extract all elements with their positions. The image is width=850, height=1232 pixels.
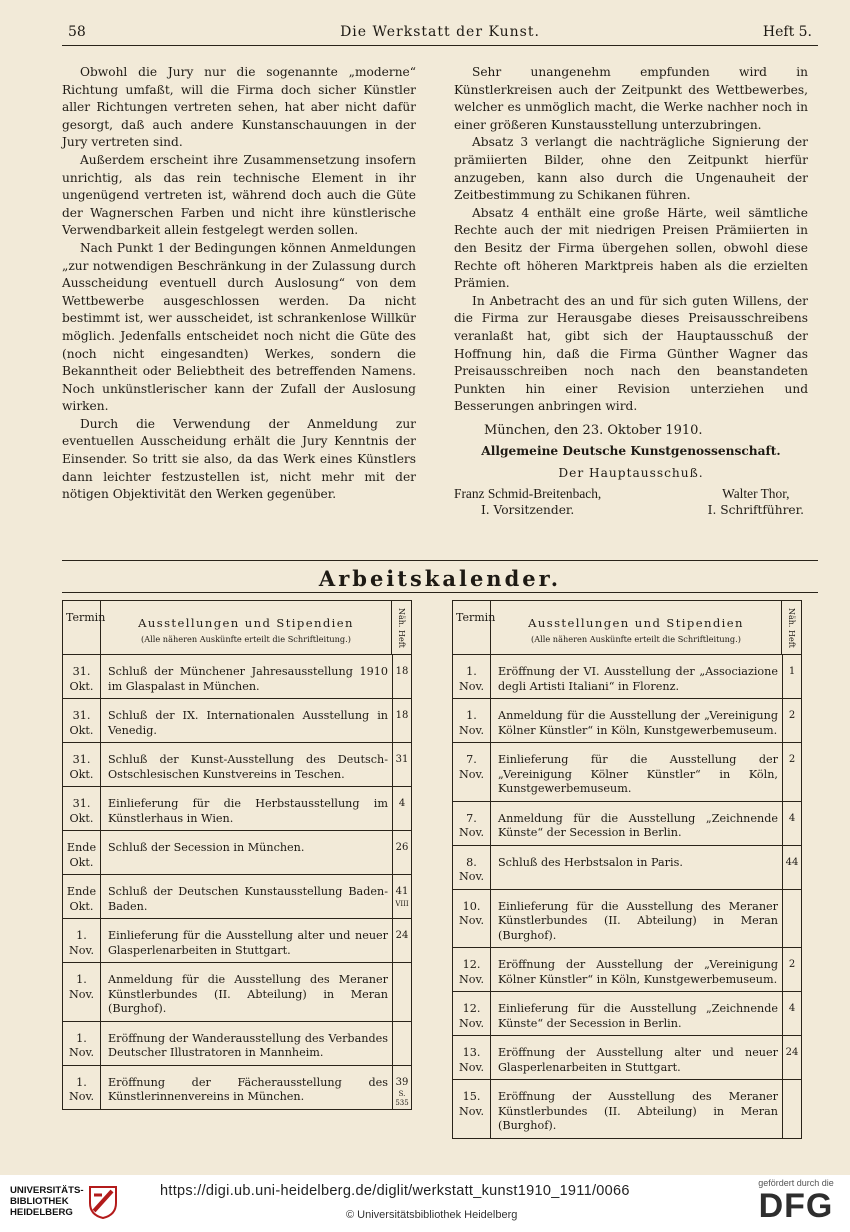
calendar-row <box>453 743 801 802</box>
calendar-entry-text: Schluß der Secession in München. <box>108 841 305 854</box>
calendar-heft-cell <box>782 802 801 845</box>
title-header-note: (Alle näheren Auskünfte erteilt die Schriftleitung.) <box>531 634 741 644</box>
right-text-column <box>454 64 808 519</box>
journal-title: Die Werkstatt der Kunst. <box>340 24 540 40</box>
calendar-date: Ende Okt. <box>63 875 101 918</box>
header-rule <box>62 45 818 46</box>
calendar-date: 8. Nov. <box>453 846 491 889</box>
calendar-heft-cell <box>782 1036 801 1079</box>
association-name: Allgemeine Deutsche Kunstgenossenschaft. <box>481 444 781 459</box>
calendar-entry-text: Schluß der Münchener Jahresausstellung 1910 im Glaspalast in München. <box>108 665 388 693</box>
paragraph: Sehr unangenehm empfunden wird in Künstlerkreisen auch der Zeitpunkt des Wettbewerbes, welcher es unmöglich macht, die Werke nachher noch in einer größeren Kunstausstellung unterzubringen. <box>454 65 808 132</box>
calendar-entry-text: Eröffnung der VI. Ausstellung der „Associazione degli Artisti Italiani“ in Florenz. <box>498 665 778 693</box>
calendar-date: 13. Nov. <box>453 1036 491 1079</box>
calendar-date: 31. Okt. <box>63 743 101 786</box>
calendar-heft: 4 <box>788 1003 796 1014</box>
paragraph: Absatz 4 enthält eine große Härte, weil sämtliche Rechte auch der mit niedrigen Preisen Prämiierten in den Besitz der Firma übergehen sollen, obwohl diese Rechte oft höheren Marktpreis haben als die erzielten Prämien. <box>454 205 808 291</box>
paragraph: Durch die Verwendung der Anmeldung zur eventuellen Ausscheidung erhält die Jury Kenntnis der Einsender. So tritt sie also, da das Werk eines Künstlers dann leichter festzustellen ist, nicht mehr mit der nötigen Objektivität den Werken gegenüber. <box>62 416 416 502</box>
section-rule-bottom <box>62 592 818 593</box>
calendar-row <box>63 655 411 699</box>
signatory-2-role: I. Schriftführer. <box>707 502 804 517</box>
calendar-row <box>63 875 411 919</box>
calendar-row <box>453 655 801 699</box>
footer-bar <box>0 1175 850 1232</box>
calendar-heft-cell <box>392 1066 411 1109</box>
calendar-heft-cell <box>392 831 411 874</box>
calendar-row <box>63 699 411 743</box>
calendar-heft-cell <box>392 919 411 962</box>
left-text-column <box>62 64 416 504</box>
calendar-row <box>63 963 411 1022</box>
calendar-heft-cell <box>392 787 411 830</box>
calendar-heft: 2 <box>788 754 796 765</box>
calendar-entry-text: Eröffnung der Ausstellung des Meraner Künstlerbundes (II. Abteilung) in Meran (Burghof). <box>498 1090 778 1132</box>
issue-number: Heft 5. <box>762 24 812 40</box>
funded-by-label: gefördert durch die <box>758 1178 834 1188</box>
calendar-row <box>63 831 411 875</box>
calendar-entry-text: Schluß der Deutschen Kunstausstellung Baden-Baden. <box>108 885 388 913</box>
calendar-table-left <box>62 600 412 1110</box>
calendar-heft-cell <box>782 1080 801 1138</box>
calendar-date: 31. Okt. <box>63 787 101 830</box>
calendar-heft: 26 <box>395 842 409 853</box>
termin-header: Termin <box>63 601 101 654</box>
calendar-row <box>63 1022 411 1066</box>
calendar-heft: 44 <box>785 856 799 868</box>
permalink-url[interactable]: https://digi.ub.uni-heidelberg.de/diglit/werkstatt_kunst1910_1911/0066 <box>160 1183 630 1199</box>
calendar-heft-cell <box>782 992 801 1035</box>
library-emblem-icon <box>88 1185 118 1219</box>
calendar-heft: 4 <box>398 798 406 809</box>
calendar-entry-text: Eröffnung der Ausstellung der „Vereinigung Kölner Künstler“ in Köln, Kunstgewerbemuseum. <box>498 958 778 986</box>
calendar-row <box>453 890 801 949</box>
calendar-date: 1. Nov. <box>63 1022 101 1065</box>
calendar-entry-text: Einlieferung für die Ausstellung der „Vereinigung Kölner Künstler“ in Köln, Kunstgewerbemuseum. <box>498 753 778 795</box>
calendar-heft: 4 <box>788 812 796 824</box>
title-header <box>491 601 781 654</box>
calendar-entry-text: Anmeldung für die Ausstellung „Zeichnende Künste“ der Secession in Berlin. <box>498 811 778 839</box>
calendar-heft: 41 <box>395 886 409 897</box>
calendar-row <box>453 802 801 846</box>
library-line-3: HEIDELBERG <box>10 1207 73 1218</box>
signatory-1-name: Franz Schmid-Breitenbach, <box>454 485 602 501</box>
calendar-row <box>453 1036 801 1080</box>
calendar-date: 12. Nov. <box>453 948 491 991</box>
calendar-entry-text: Eröffnung der Ausstellung alter und neuer Glasperlenarbeiten in Stuttgart. <box>498 1046 778 1074</box>
calendar-date: 31. Okt. <box>63 699 101 742</box>
place-date: München, den 23. Oktober 1910. <box>484 422 703 438</box>
paragraph: Nach Punkt 1 der Bedingungen können Anmeldungen „zur notwendigen Beschränkung in der Zulassung durch Ausscheidung eventuell durch Auslosung“ von dem Wettbewerbe ausgeschlossen werden. Da nicht bestimmt ist, wer ausscheidet, ist schrankenlose Willkür möglich. Jedenfalls entscheidet noch nicht die Güte des (noch nicht eingesandten) Werkes, sondern die Bekanntheit oder Beliebtheit des betreffenden Namens. Noch unkünstlerischer kann der Zufall der Auslosung wirken. <box>62 240 416 414</box>
calendar-entry-text: Einlieferung für die Ausstellung des Meraner Künstlerbundes (II. Abteilung) in Meran (Burghof). <box>498 899 778 942</box>
signatory-1 <box>454 485 601 519</box>
calendar-entry-text: Schluß der Kunst-Ausstellung des Deutsch-Ostschlesischen Kunstvereins in Teschen. <box>108 753 388 781</box>
paragraph: In Anbetracht des an und für sich guten Willens, der die Firma zur Herausgabe dieses Preisausschreibens veranlaßt hat, gibt sich der Hauptausschuß der Hoffnung hin, daß die Firma Günther Wagner das Preisausschreiben noch nach den beanstandeten Punkten hin einer Revision unterziehen und Besserungen anbringen wird. <box>454 293 808 414</box>
page-number: 58 <box>68 24 86 40</box>
title-header-note: (Alle näheren Auskünfte erteilt die Schriftleitung.) <box>141 634 351 644</box>
calendar-heft-cell <box>782 846 801 889</box>
calendar-entry-text: Einlieferung für die Ausstellung alter und neuer Glasperlenarbeiten in Stuttgart. <box>108 929 388 957</box>
calendar-date: 15. Nov. <box>453 1080 491 1138</box>
calendar-row <box>453 846 801 890</box>
calendar-heft-cell <box>782 655 801 698</box>
calendar-entry-text: Schluß des Herbstsalon in Paris. <box>498 855 683 869</box>
calendar-heft: 1 <box>788 666 796 677</box>
calendar-entry-text: Anmeldung für die Ausstellung des Meraner Künstlerbundes (II. Abteilung) in Meran (Burghof). <box>108 973 388 1015</box>
committee-name: Der Hauptausschuß. <box>558 466 704 481</box>
signatures <box>454 485 808 519</box>
calendar-row <box>453 992 801 1036</box>
signatory-1-role: I. Vorsitzender. <box>480 502 575 517</box>
calendar-date: 12. Nov. <box>453 992 491 1035</box>
calendar-row <box>63 743 411 787</box>
section-title: Arbeitskalender. <box>318 566 562 591</box>
calendar-entry-text: Anmeldung für die Ausstellung der „Vereinigung Kölner Künstler“ in Köln, Kunstgewerbemuseum. <box>498 709 778 737</box>
calendar-date: 1. Nov. <box>63 919 101 962</box>
calendar-row <box>63 919 411 963</box>
calendar-date: 31. Okt. <box>63 655 101 698</box>
calendar-heft-cell <box>782 743 801 801</box>
library-line-1: UNIVERSITÄTS- <box>10 1185 84 1196</box>
paragraph: Absatz 3 verlangt die nachträgliche Signierung der prämiierten Bilder, ohne den Zeitpunkt hierfür anzugeben, kann also durch die Ungenauheit der Zeitbestimmung zu Schikanen führen. <box>454 135 808 203</box>
calendar-date: 7. Nov. <box>453 802 491 845</box>
dfg-logo <box>750 1178 842 1224</box>
calendar-date: Ende Okt. <box>63 831 101 874</box>
signatory-2-name: Walter Thor, <box>722 485 790 501</box>
calendar-heft-sub: S. 535 <box>395 1090 409 1107</box>
calendar-heft: 39 <box>395 1076 409 1088</box>
title-header-label: Ausstellungen und Stipendien <box>138 616 354 630</box>
calendar-row <box>63 787 411 831</box>
calendar-heft-cell <box>392 655 411 698</box>
title-header-label: Ausstellungen und Stipendien <box>528 616 744 630</box>
title-header <box>101 601 391 654</box>
calendar-date: 1. Nov. <box>63 963 101 1021</box>
calendar-entry-text: Schluß der IX. Internationalen Ausstellung in Venedig. <box>108 709 388 737</box>
library-line-2: BIBLIOTHEK <box>10 1196 69 1207</box>
dfg-wordmark: DFG <box>758 1187 834 1225</box>
calendar-heft-sub: VIII <box>395 899 409 908</box>
calendar-header <box>63 601 411 655</box>
calendar-date: 1. Nov. <box>453 655 491 698</box>
running-header <box>68 22 812 44</box>
library-logo <box>10 1185 122 1225</box>
calendar-heft-cell <box>782 948 801 991</box>
calendar-entry-text: Eröffnung der Fächerausstellung des Künstlerinnenvereins in München. <box>108 1075 388 1103</box>
calendar-heft: 18 <box>395 710 409 721</box>
calendar-heft-cell <box>392 743 411 786</box>
paragraph: Obwohl die Jury nur die sogenannte „moderne“ Richtung umfaßt, will die Firma doch sicher Künstler aller Richtungen vertreten sehen, hat aber nicht dafür gesorgt, daß auch andere Kunstanschauungen in der Jury vertreten sind. <box>62 65 416 150</box>
calendar-table-right <box>452 600 802 1139</box>
calendar-date: 1. Nov. <box>63 1066 101 1109</box>
calendar-row <box>453 699 801 743</box>
section-rule-top <box>62 560 818 561</box>
calendar-heft: 2 <box>788 710 796 721</box>
calendar-heft-cell <box>782 890 801 948</box>
calendar-heft-cell <box>392 875 411 918</box>
copyright-notice: © Universitätsbibliothek Heidelberg <box>346 1209 518 1221</box>
calendar-header <box>453 601 801 655</box>
calendar-heft: 18 <box>395 666 409 677</box>
heft-header: Näh. Heft <box>391 601 411 654</box>
termin-header: Termin <box>453 601 491 654</box>
calendar-entry-text: Eröffnung der Wanderausstellung des Verbandes Deutscher Illustratoren in Mannheim. <box>108 1031 388 1059</box>
calendar-heft-cell <box>392 963 411 1021</box>
calendar-row <box>453 1080 801 1138</box>
calendar-heft-cell <box>392 699 411 742</box>
calendar-row <box>453 948 801 992</box>
calendar-heft: 2 <box>788 959 796 970</box>
calendar-date: 10. Nov. <box>453 890 491 948</box>
calendar-heft: 24 <box>785 1047 799 1058</box>
calendar-heft: 24 <box>395 930 409 941</box>
heft-header: Näh. Heft <box>781 601 801 654</box>
calendar-entry-text: Einlieferung für die Herbstausstellung im Künstlerhaus in Wien. <box>108 797 388 825</box>
calendar-date: 1. Nov. <box>453 699 491 742</box>
calendar-heft-cell <box>392 1022 411 1065</box>
paragraph: Außerdem erscheint ihre Zusammensetzung insofern unrichtig, als das rein technische Element in ihr ungenügend vertreten ist, während doch auch die Güte der Wagnerschen Farben und nicht ihre künstlerische Verwendbarkeit allein festgelegt werden sollen. <box>62 152 416 238</box>
signatory-2 <box>708 485 804 519</box>
calendar-heft: 31 <box>395 754 409 765</box>
calendar-entry-text: Einlieferung für die Ausstellung „Zeichnende Künste“ der Secession in Berlin. <box>498 1002 778 1030</box>
calendar-row <box>63 1066 411 1109</box>
calendar-heft-cell <box>782 699 801 742</box>
calendar-date: 7. Nov. <box>453 743 491 801</box>
